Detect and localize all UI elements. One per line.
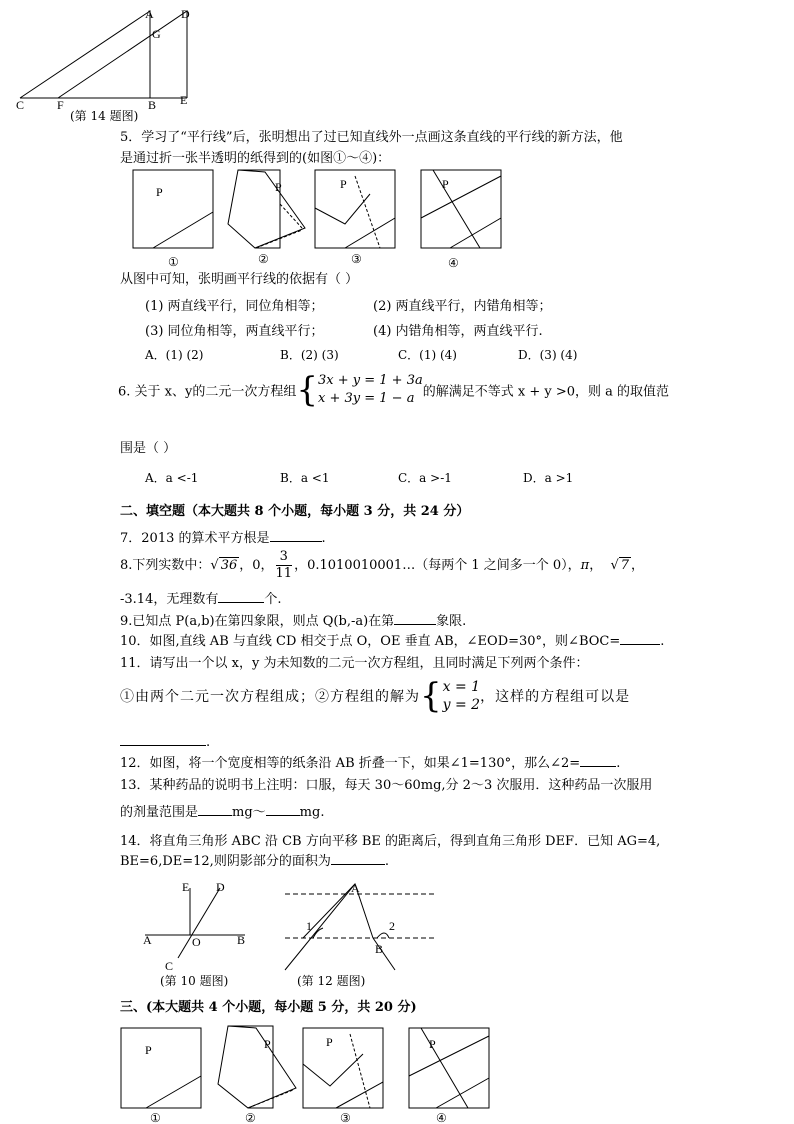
fig10-label-a: A [143,933,152,947]
q8-line2: -3.14，无理数有 个. [120,592,282,607]
svg-text:P: P [156,185,163,199]
q11-answer: . [120,733,210,750]
section-3-heading: 三、(本大题共 4 个小题，每小题 5 分，共 20 分) [120,1000,417,1015]
fig12-caption: (第 12 题图) [297,974,366,988]
q5-opt1: (1) 两直线平行，同位角相等； [145,299,324,314]
q6-choice-c: C．a >-1 [398,471,452,485]
svg-text:P: P [429,1037,436,1051]
svg-text:P: P [326,1035,333,1049]
q5-choice-a: A．(1) (2) [145,348,204,362]
q5-opt4: (4) 内错角相等，两直线平行. [373,324,543,339]
figure-12 [275,880,445,975]
q5-fig-label-3: ③ [351,252,362,266]
fig10-label-d: D [216,880,225,894]
q5-fig-label-2: ② [258,252,269,266]
fig12-label-a: A [351,881,360,895]
fig10-label-o: O [192,935,201,949]
q5-line1: 5．学习了“平行线”后，张明想出了过已知直线外一点画这条直线的平行线的新方法，他 [120,130,623,145]
q11-line2: ①由两个二元一次方程组成；②方程组的解为{ x = 1 y = 2 ，这样的方程组可以是 [120,676,631,716]
q5-line2: 是通过折一张半透明的纸得到的(如图①～④)： [120,151,391,166]
fig10-label-e: E [182,880,190,894]
q9: 9.已知点 P(a,b)在第四象限，则点 Q(b,-a)在第 象限. [120,614,467,629]
fig10-label-c: C [165,959,174,973]
fig12-label-2: 2 [389,919,395,933]
fig10-caption: (第 10 题图) [160,974,229,988]
svg-text:③: ③ [340,1111,351,1124]
q6-choice-d: D．a >1 [523,471,574,485]
q13-line1: 13．某种药品的说明书上注明：口服，每天 30～60mg,分 2～3 次服用．这种药品一次服用 [120,778,653,793]
q6-choice-b: B．a <1 [280,471,330,485]
q6-line2: 围是（ ） [120,441,177,456]
q5-opt2: (2) 两直线平行，内错角相等； [373,299,552,314]
fig14-label-c: C [16,98,25,112]
fig14-label-a: A [145,7,154,21]
q5-stem: 从图中可知，张明画平行线的依据有（ ） [120,272,359,287]
q14-line2: BE=6,DE=12,则阴影部分的面积为 . [120,854,389,869]
q12: 12．如图，将一个宽度相等的纸条沿 AB 折叠一下，如果∠1=130°，那么∠2= . [120,756,621,771]
sec3-figures [118,1024,498,1124]
q13-line2: 的剂量范围是 mg～ mg. [120,805,325,820]
fig14-label-e: E [180,93,188,107]
q5-fig-label-1: ① [168,255,179,269]
q5-fig-label-4: ④ [448,256,459,270]
section-2-heading: 二、填空题（本大题共 8 个小题，每小题 3 分，共 24 分） [120,504,470,519]
q6-choice-a: A．a <-1 [145,471,199,485]
q10: 10．如图,直线 AB 与直线 CD 相交于点 O，OE 垂直 AB，∠EOD=30°，则∠BOC= . [120,634,665,649]
q7: 7．2013 的算术平方根是 . [120,531,326,546]
fig14-label-g: G [152,27,161,41]
q5-choice-c: C．(1) (4) [398,348,457,362]
q8-line1: 8.下列实数中：√ 36 ，0， $\frac{3}{11}$ ，0.1010010001…（每两个 1 之间多一个 0），π， √ 7 ， [120,549,645,581]
q5-opt3: (3) 同位角相等，两直线平行； [145,324,324,339]
fig14-label-d: D [181,7,190,21]
svg-text:P: P [264,1037,271,1051]
q5-choice-b: B．(2) (3) [280,348,339,362]
fig12-label-1: 1 [306,919,312,933]
fig14-label-b: B [148,98,157,112]
fig14-label-f: F [57,98,64,112]
svg-text:④: ④ [436,1111,447,1124]
svg-text:P: P [145,1043,152,1057]
svg-text:P: P [442,177,449,191]
q11-line1: 11．请写出一个以 x，y 为未知数的二元一次方程组，且同时满足下列两个条件： [120,656,589,671]
figure-10 [140,878,260,973]
q14-line1: 14．将直角三角形 ABC 沿 CB 方向平移 BE 的距离后，得到直角三角形 DEF．已知 AG=4, [120,834,661,849]
svg-text:②: ② [245,1111,256,1124]
fig10-label-b: B [237,933,246,947]
svg-text:P: P [275,180,282,194]
q5-choice-d: D．(3) (4) [518,348,578,362]
svg-text:①: ① [150,1111,161,1124]
fig14-caption: (第 14 题图) [70,109,139,123]
q5-figures [130,166,510,271]
fig12-label-b: B [375,942,384,956]
q6-line1: 6. 关于 x、y的二元一次方程组{ 3x + y = 1 + 3a x + 3y = 1 − a 的解满足不等式 x + y >0，则 a 的取值范 [118,370,669,410]
svg-text:P: P [340,177,347,191]
